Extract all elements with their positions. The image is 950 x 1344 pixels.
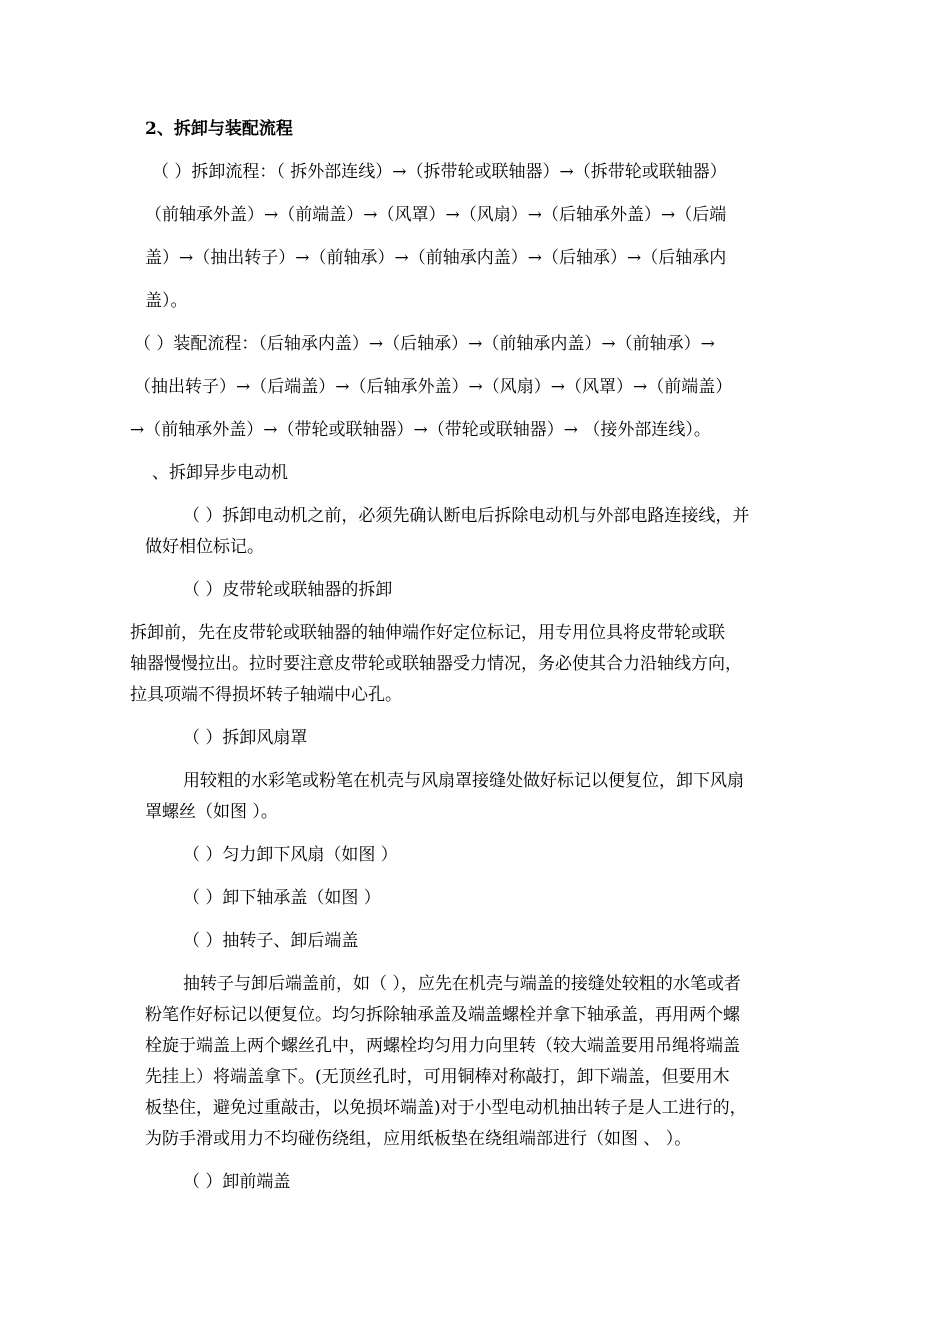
paragraph-line: 拆卸前，先在皮带轮或联轴器的轴伸端作好定位标记，用专用位具将皮带轮或联 bbox=[130, 623, 725, 643]
paragraph-line: 用较粗的水彩笔或粉笔在机壳与风扇罩接缝处做好标记以便复位，卸下风扇 bbox=[183, 771, 744, 791]
paragraph-line: →（前轴承外盖）→（带轮或联轴器）→（带轮或联轴器）→ （接外部连线）。 bbox=[130, 420, 711, 440]
paragraph-line: （ ）卸下轴承盖（如图 ） bbox=[183, 888, 381, 908]
paragraph-line: 盖）→（抽出转子）→（前轴承）→（前轴承内盖）→（后轴承）→（后轴承内 bbox=[145, 248, 727, 268]
paragraph-line: （ ）装配流程：（后轴承内盖）→（后轴承）→（前轴承内盖）→（前轴承）→ bbox=[134, 334, 715, 354]
paragraph-line: （ ）拆卸流程：（ 拆外部连线）→（拆带轮或联轴器）→（拆带轮或联轴器） bbox=[152, 162, 727, 182]
paragraph-line: （前轴承外盖）→（前端盖）→（风罩）→（风扇）→（后轴承外盖）→（后端 bbox=[145, 205, 727, 225]
paragraph-line: 先挂上）将端盖拿下。(无顶丝孔时，可用铜棒对称敲打，卸下端盖，但要用木 bbox=[145, 1067, 730, 1087]
paragraph-line: 拉具项端不得损坏转子轴端中心孔。 bbox=[130, 685, 402, 705]
paragraph-line: （ ）拆卸风扇罩 bbox=[183, 728, 308, 748]
paragraph-line: 抽转子与卸后端盖前，如（ ），应先在机壳与端盖的接缝处较粗的水笔或者 bbox=[183, 974, 741, 994]
paragraph-line: （ ）卸前端盖 bbox=[183, 1172, 291, 1192]
paragraph-line: 罩螺丝（如图 ）。 bbox=[145, 802, 278, 822]
paragraph-line: 粉笔作好标记以便复位。均匀拆除轴承盖及端盖螺栓并拿下轴承盖，再用两个螺 bbox=[145, 1005, 740, 1025]
paragraph-line: 轴器慢慢拉出。拉时要注意皮带轮或联轴器受力情况，务必使其合力沿轴线方向， bbox=[130, 654, 742, 674]
paragraph-line: 板垫住，避免过重敲击，以免损坏端盖)对于小型电动机抽出转子是人工进行的， bbox=[145, 1098, 747, 1118]
section-heading-disassemble-motor: 、拆卸异步电动机 bbox=[152, 463, 288, 483]
paragraph-line: 栓旋于端盖上两个螺丝孔中，两螺栓均匀用力向里转（较大端盖要用吊绳将端盖 bbox=[145, 1036, 740, 1056]
paragraph-line: 盖）。 bbox=[145, 291, 188, 311]
paragraph-line: （ ）拆卸电动机之前，必须先确认断电后拆除电动机与外部电路连接线，并 bbox=[183, 506, 750, 526]
paragraph-line: 为防手滑或用力不均碰伤绕组，应用纸板垫在绕组端部进行（如图 、 ）。 bbox=[145, 1129, 692, 1149]
section-heading-disassembly-assembly-flow: 2、拆卸与装配流程 bbox=[145, 119, 293, 139]
paragraph-line: （ ）皮带轮或联轴器的拆卸 bbox=[183, 580, 393, 600]
paragraph-line: （抽出转子）→（后端盖）→（后轴承外盖）→（风扇）→（风罩）→（前端盖） bbox=[134, 377, 733, 397]
paragraph-line: （ ）抽转子、卸后端盖 bbox=[183, 931, 359, 951]
paragraph-line: （ ）匀力卸下风扇（如图 ） bbox=[183, 845, 398, 865]
paragraph-line: 做好相位标记。 bbox=[145, 537, 264, 557]
